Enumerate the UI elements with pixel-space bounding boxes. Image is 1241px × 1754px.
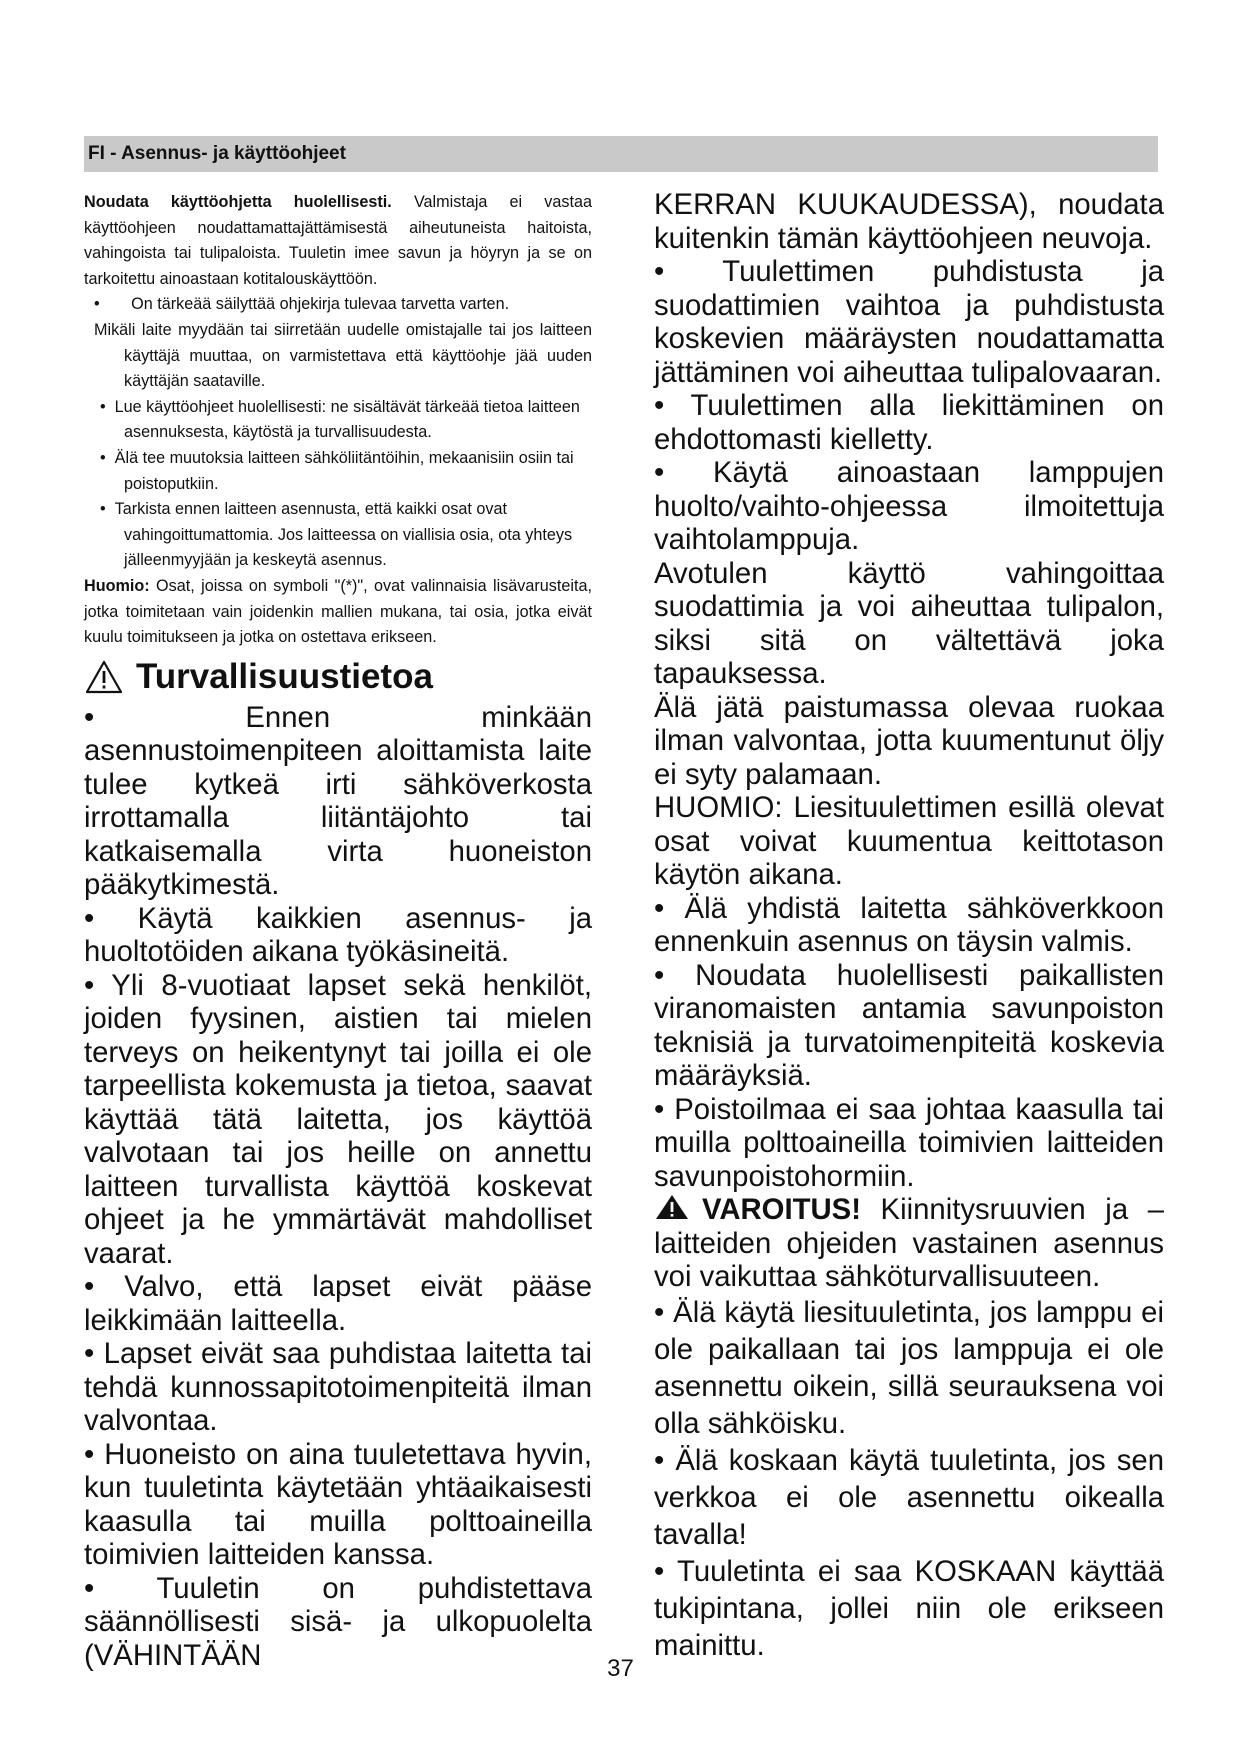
intro-paragraph (84, 190, 592, 292)
safety-section-title (84, 657, 592, 697)
intro-bullet-1: • On tärkeää säilyttää ohjekirja tulevaa tarvetta varten. (94, 295, 510, 314)
safety-right-item: HUOMIO: Liesituulettimen esillä olevat osat voivat kuumentua keittotason käytön aikana. (654, 791, 1164, 891)
safety-right-item: KERRAN KUUKAUDESSA), noudata kuitenkin tämän käyttöohjeen neuvoja. (654, 188, 1164, 255)
intro-lead-bold: Noudata käyttöohjetta huolellisesti. (84, 193, 392, 211)
left-column (84, 190, 592, 1672)
intro-bullet-1-text: On tärkeää säilyttää ohjekirja tulevaa tarvetta varten. (131, 295, 510, 314)
safety-title-text: Turvallisuustietoa (136, 656, 433, 696)
safety-right-item: • Poistoilmaa ei saa johtaa kaasulla tai muilla polttoaineilla toimivien laitteiden savunpoistohormiin. (654, 1092, 1164, 1193)
intro-sub-1 (84, 318, 592, 395)
safety-right-item: • Tuulettimen alla liekittäminen on ehdottomasti kielletty. (654, 389, 1164, 456)
safety-right-item: • Tuuletinta ei saa KOSKAAN käyttää tukipintana, jollei niin ole erikseen mainittu. (654, 1554, 1164, 1662)
page-header-title: FI - Asennus- ja käyttöohjeet (88, 143, 346, 164)
safety-left-item: • Tuuletin on puhdistettava säännöllisesti sisä- ja ulkopuolelta (VÄHINTÄÄN (84, 1571, 592, 1672)
section-header-bar (84, 136, 1158, 172)
intro-note-text: Osat, joissa on symboli "(*)", ovat valinnaisia lisävarusteita, jotka toimitetaan vain joidenkin mallien mukana, tai osia, jotka eivät kuulu toimitukseen ja jotka on ostettava erikseen. (84, 576, 592, 647)
safety-left-item: • Lapset eivät saa puhdistaa laitetta tai tehdä kunnossapitotoimenpiteitä ilman valvontaa. (84, 1337, 592, 1438)
safety-left-item: • Huoneisto on aina tuuletettava hyvin, kun tuuletinta käytetään yhtäaikaisesti kaasulla tai muilla polttoaineilla toimivien laitteiden kanssa. (84, 1437, 592, 1572)
safety-left-item: • Yli 8-vuotiaat lapset sekä henkilöt, joiden fyysinen, aistien tai mielen terveys on heikentynyt tai joilla ei ole tarpeellista kokemusta ja tietoa, saavat käyttää tätä laitetta, jos käyttöä valvotaan tai jos heille on annettu laitteen turvallista käyttöä koskevat ohjeet ja he ymmärtävät mahdolliset vaarat. (84, 968, 592, 1270)
intro-lead-text: Valmistaja ei vastaa käyttöohjeen noudattamattajättämisestä aiheutuneista haitoista, vahingoista tai tulipaloista. Tuuletin imee savun ja höyryn ja se on tarkoitettu ainoastaan kotitalouskäyttöön. (84, 193, 592, 288)
warning-text: Kiinnitysruuvien ja – laitteiden ohjeiden vastainen asennus voi vaikuttaa sähköturvallisuuteen. (654, 1193, 1164, 1293)
intro-bullet-2: • Lue käyttöohjeet huolellisesti: ne sisältävät tärkeää tietoa laitteen asennuksesta, käytöstä ja turvallisuudesta. (100, 397, 580, 442)
safety-right-item: • Älä yhdistä laitetta sähköverkkoon ennenkuin asennus on täysin valmis. (654, 891, 1164, 958)
safety-right-item: • Älä käytä liesituuletinta, jos lamppu ei ole paikallaan tai jos lamppuja ei ole asennettu oikein, sillä seurauksena voi olla sähköisku. (654, 1295, 1164, 1440)
safety-left-item: • Ennen minkään asennustoimenpiteen aloittamista laite tulee kytkeä irti sähköverkosta irrottamalla liitäntäjohto tai katkaisemalla virta huoneiston pääkytkimestä. (84, 700, 592, 902)
safety-right-item: • Noudata huolellisesti paikallisten viranomaisten antamia savunpoiston teknisiä ja turvatoimenpiteitä koskevia määräyksiä. (654, 958, 1164, 1092)
intro-sub-1-text: Mikäli laite myydään tai siirretään uudelle omistajalle tai jos laitteen käyttäjä muuttaa, on varmistettava että käyttöohje jää uuden käyttäjän saataville. (94, 320, 592, 391)
intro-bullet-2-text: Lue käyttöohjeet huolellisesti: ne sisältävät tärkeää tietoa laitteen asennuksesta, käytöstä ja turvallisuudesta. (114, 397, 580, 442)
warning-paragraph (654, 1193, 1164, 1294)
intro-note (84, 574, 592, 651)
warning-label: VAROITUS! (702, 1193, 861, 1226)
safety-right-item: Älä jätä paistumassa olevaa ruokaa ilman valvontaa, jotta kuumentunut öljy ei syty palamaan. (654, 690, 1164, 791)
intro-bullet-3: • Älä tee muutoksia laitteen sähköliitäntöihin, mekaanisiin osiin tai poistoputkiin. (100, 448, 574, 493)
safety-right-item: • Älä koskaan käytä tuuletinta, jos sen verkkoa ei ole asennettu oikealla tavalla! (654, 1443, 1164, 1551)
intro-bullet-4: • Tarkista ennen laitteen asennusta, että kaikki osat ovat vahingoittumattomia. Jos laitteessa on viallisia osia, ota yhteys jälleenmyyjään ja keskeytä asennus. (100, 500, 573, 570)
intro-bullet-4-text: Tarkista ennen laitteen asennusta, että kaikki osat ovat vahingoittumattomia. Jos laitteessa on viallisia osia, ota yhteys jälleenmyyjään ja keskeytä asennus. (114, 500, 573, 570)
safety-right-item: • Käytä ainoastaan lamppujen huolto/vaihto-ohjeessa ilmoitettuja vaihtolamppuja. (654, 456, 1164, 556)
safety-left-item: • Käytä kaikkien asennus- ja huoltotöiden aikana työkäsineitä. (84, 901, 592, 969)
safety-left-list (84, 701, 592, 1673)
warning-outline-icon (84, 659, 124, 695)
right-column (654, 188, 1164, 1664)
safety-right-item: • Tuulettimen puhdistusta ja suodattimien vaihtoa ja puhdistusta koskevien määräysten noudattamatta jättäminen voi aiheuttaa tulipalovaaran. (654, 255, 1164, 389)
warning-filled-icon (654, 1193, 690, 1221)
intro-note-bold: Huomio: (84, 576, 150, 595)
intro-bullet-3-text: Älä tee muutoksia laitteen sähköliitäntöihin, mekaanisiin osiin tai poistoputkiin. (114, 448, 574, 493)
page-number: 37 (607, 1655, 634, 1682)
safety-right-item: Avotulen käyttö vahingoittaa suodattimia ja voi aiheuttaa tulipalon, siksi sitä on vältettävä joka tapauksessa. (654, 556, 1164, 690)
safety-left-item: • Valvo, että lapset eivät pääse leikkimään laitteella. (84, 1270, 592, 1337)
